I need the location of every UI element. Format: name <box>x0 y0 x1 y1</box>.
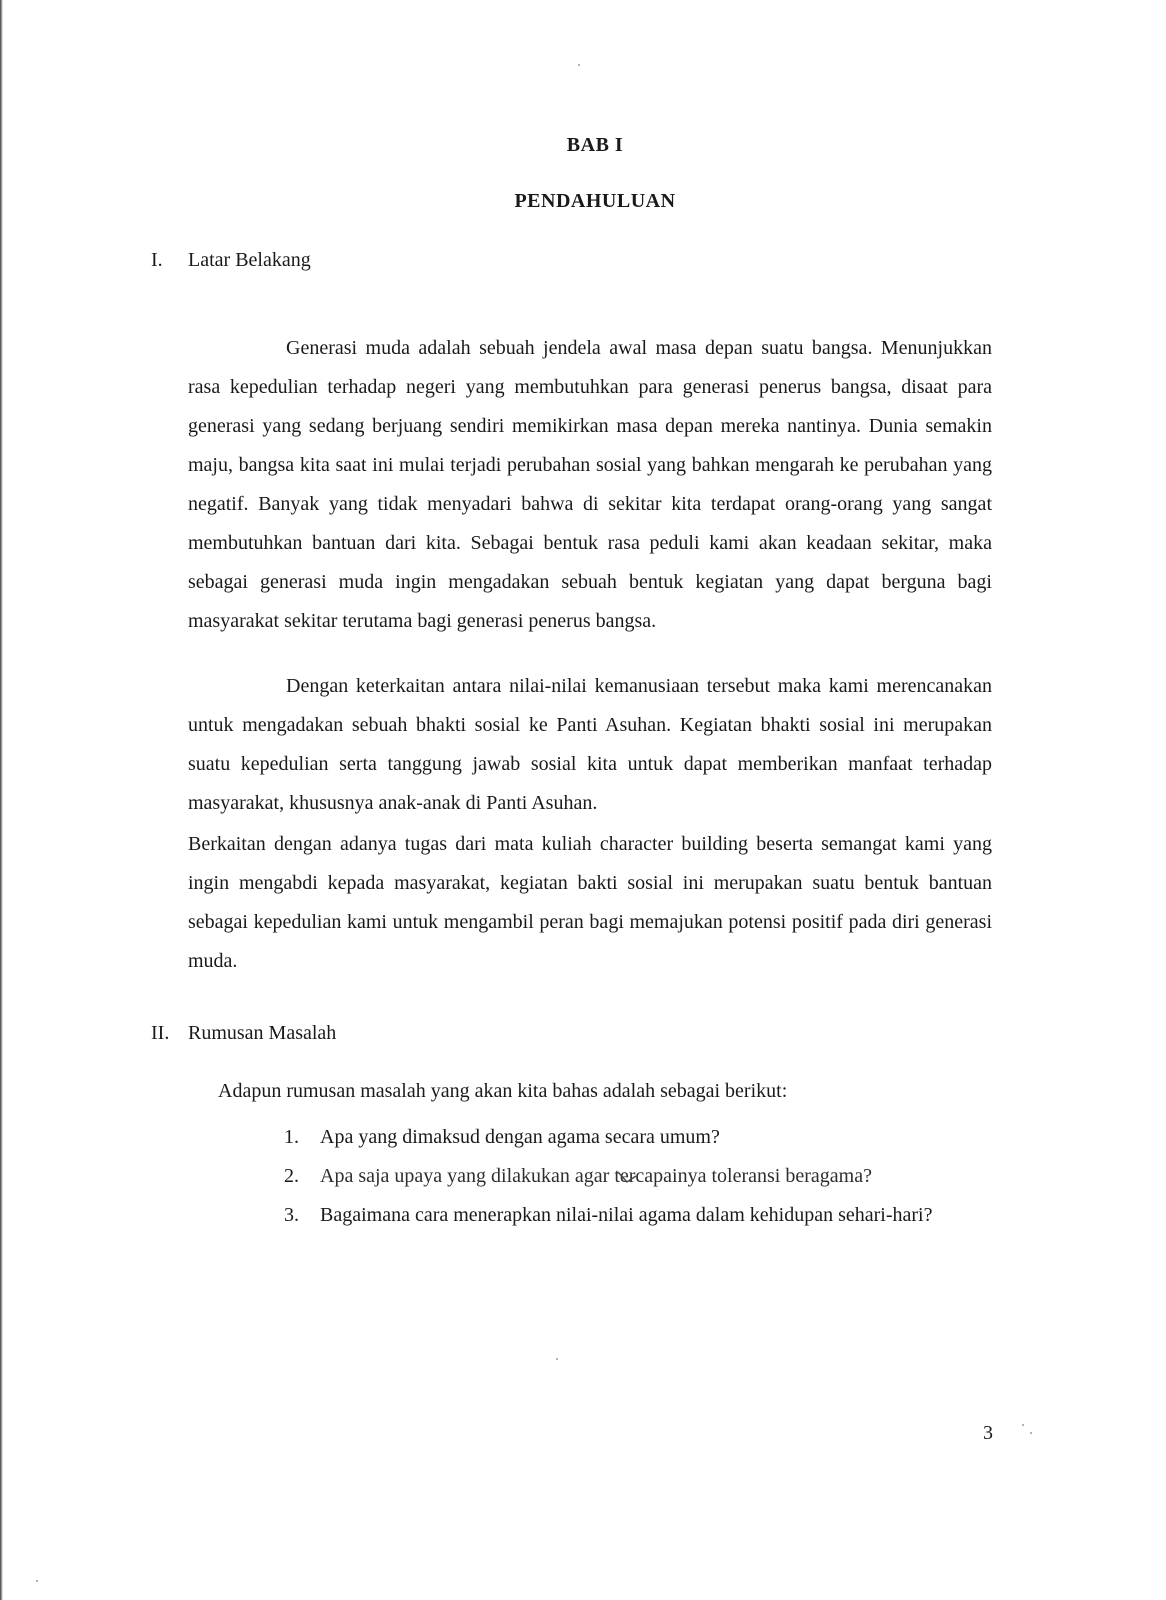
problem-intro: Adapun rumusan masalah yang akan kita bahas adalah sebagai berikut: <box>218 1080 788 1102</box>
section-heading-rumusan-masalah <box>151 1022 336 1045</box>
section-title: Rumusan Masalah <box>188 1022 337 1044</box>
paragraph-3: Berkaitan dengan adanya tugas dari mata kuliah character building beserta semangat kami yang ingin mengabdi kepada masyarakat, kegiatan bakti sosial ini merupakan suatu bentuk bantuan sebagai kepedulian kami untuk mengambil peran bagi memajukan potensi positif pada diri generasi muda. <box>188 833 992 972</box>
section-number: II. <box>151 1022 170 1044</box>
scan-speck <box>1030 1432 1032 1434</box>
problem-list <box>284 1118 996 1235</box>
list-item-text: Bagaimana cara menerapkan nilai-nilai agama dalam kehidupan sehari-hari? <box>320 1204 933 1226</box>
scan-speck <box>1022 1424 1024 1426</box>
chapter-label: BAB I <box>566 134 624 156</box>
paragraph-2: Dengan keterkaitan antara nilai-nilai kemanusiaan tersebut maka kami merencanakan untuk mengadakan sebuah bhakti sosial ke Panti Asuhan. Kegiatan bhakti sosial ini merupakan suatu kepedulian serta tanggung jawab sosial kita untuk dapat memberikan manfaat terhadap masyarakat, khususnya anak-anak di Panti Asuhan. <box>188 675 992 814</box>
scan-speck <box>36 1580 38 1582</box>
list-marker: 2. <box>284 1165 299 1187</box>
scan-speck <box>578 64 580 66</box>
list-item <box>284 1118 996 1157</box>
list-item-text: Apa yang dimaksud dengan agama secara umum? <box>320 1126 720 1148</box>
scan-edge <box>0 0 3 1600</box>
section-heading-latar-belakang <box>151 249 311 272</box>
list-item-text: Apa saja upaya yang dilakukan agar tercapainya toleransi beragama? <box>320 1165 872 1187</box>
section-number: I. <box>151 249 163 271</box>
page-number: 3 <box>983 1422 993 1444</box>
scan-speck <box>556 1358 558 1360</box>
paragraph-1: Generasi muda adalah sebuah jendela awal masa depan suatu bangsa. Menunjukkan rasa kepedulian terhadap negeri yang membutuhkan para generasi penerus bangsa, disaat para generasi yang sedang berjuang sendiri memikirkan masa depan mereka nantinya. Dunia semakin maju, bangsa kita saat ini mulai terjadi perubahan sosial yang bahkan mengarah ke perubahan yang negatif. Banyak yang tidak menyadari bahwa di sekitar kita terdapat orang-orang yang sangat membutuhkan bantuan dari kita. Sebagai bentuk rasa peduli kami akan keadaan sekitar, maka sebagai generasi muda ingin mengadakan sebuah bentuk kegiatan yang dapat berguna bagi masyarakat sekitar terutama bagi generasi penerus bangsa. <box>188 337 992 632</box>
section-title: Latar Belakang <box>188 249 311 271</box>
list-item <box>284 1196 996 1235</box>
list-marker: 1. <box>284 1126 299 1148</box>
handwritten-caret-mark <box>615 1170 639 1186</box>
list-item <box>284 1157 996 1196</box>
list-marker: 3. <box>284 1204 299 1226</box>
chapter-title: PENDAHULUAN <box>514 190 676 212</box>
